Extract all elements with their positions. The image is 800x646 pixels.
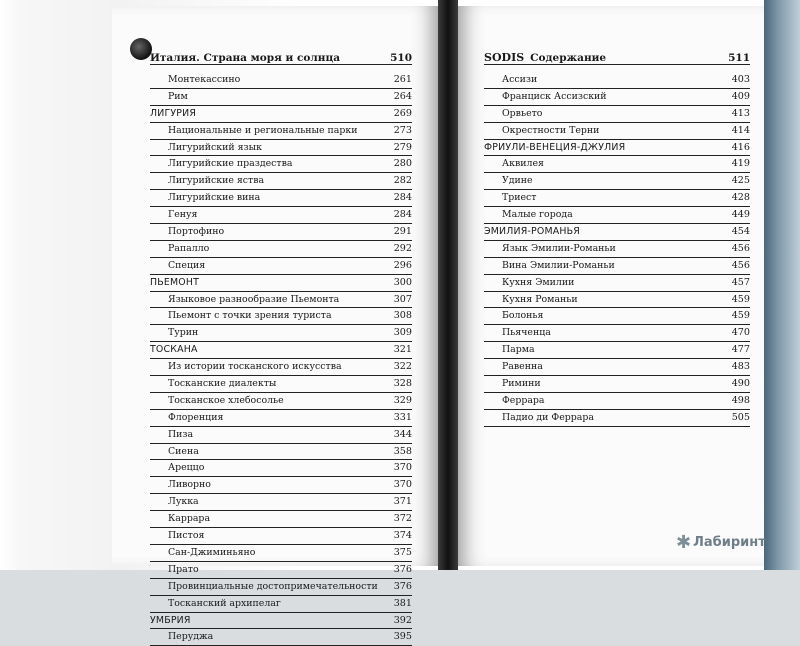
toc-entry-page: 456	[731, 259, 750, 271]
toc-entry-row	[150, 393, 412, 410]
toc-entry-page: 456	[731, 242, 750, 254]
toc-entry-label: Триест	[502, 192, 537, 204]
toc-entry-page: 279	[393, 141, 412, 153]
toc-entry-label: ТОСКАНА	[150, 344, 198, 356]
toc-section-row	[150, 106, 412, 123]
toc-entry-page: 490	[731, 378, 750, 390]
toc-entry-row	[484, 190, 750, 207]
toc-entry-page: 419	[731, 158, 750, 170]
toc-entry-row	[484, 292, 750, 309]
toc-entry-page: 280	[393, 158, 412, 170]
toc-entry-page: 425	[731, 175, 750, 187]
toc-entry-page: 375	[393, 546, 412, 558]
toc-entry-label: Сиена	[168, 445, 199, 457]
toc-entry-row	[150, 258, 412, 275]
toc-entry-row	[150, 308, 412, 325]
toc-entry-page: 261	[393, 74, 412, 85]
publisher-logo: SODIS	[484, 51, 525, 64]
toc-entry-page: 449	[731, 209, 750, 221]
toc-entry-label: Франциск Ассизский	[502, 90, 607, 102]
book-spine-gutter	[438, 0, 458, 570]
toc-entry-label: Лигурийские вина	[168, 192, 261, 204]
toc-entry-page: 329	[393, 394, 412, 406]
toc-entry-label: Ливорно	[168, 479, 211, 491]
toc-entry-page: 328	[393, 378, 412, 390]
toc-entry-row	[150, 528, 412, 545]
toc-entry-page: 428	[731, 192, 750, 204]
toc-entry-label: Равенна	[502, 361, 543, 373]
toc-entry-row	[484, 156, 750, 173]
toc-entry-row	[484, 89, 750, 106]
toc-entry-page: 403	[731, 74, 750, 85]
watermark	[676, 532, 766, 553]
toc-entry-label: Турин	[168, 327, 199, 339]
toc-entry-row	[484, 106, 750, 123]
right-running-title: Содержание	[530, 52, 607, 64]
toc-entry-label: ФРИУЛИ-ВЕНЕЦИЯ-ДЖУЛИЯ	[484, 141, 626, 153]
toc-entry-label: Рим	[168, 90, 188, 102]
toc-section-row	[484, 224, 750, 241]
toc-entry-row	[484, 359, 750, 376]
toc-entry-label: Падио ди Феррара	[502, 411, 594, 423]
left-page-number: 510	[390, 52, 412, 64]
toc-entry-row	[150, 545, 412, 562]
toc-entry-label: Сан-Джиминьяно	[168, 546, 256, 558]
toc-entry-page: 372	[393, 513, 412, 525]
toc-entry-label: Из истории тосканского искусства	[168, 361, 342, 373]
toc-entry-page: 344	[393, 428, 412, 440]
toc-entry-page: 376	[393, 580, 412, 592]
toc-entry-page: 498	[731, 394, 750, 406]
left-running-title: Италия. Страна моря и солнца	[150, 52, 341, 64]
toc-entry-label: Провинциальные достопримечательности	[168, 580, 378, 592]
toc-entry-page: 296	[393, 259, 412, 271]
toc-entry-page: 309	[393, 327, 412, 339]
toc-entry-label: Перуджа	[168, 631, 214, 643]
toc-entry-page: 273	[393, 124, 412, 136]
toc-entry-label: Рапалло	[168, 242, 210, 254]
toc-entry-label: Ареццо	[168, 462, 205, 474]
toc-entry-row	[150, 89, 412, 106]
toc-entry-label: Малые города	[502, 209, 573, 221]
toc-entry-label: Удине	[502, 175, 533, 187]
toc-entry-label: Пьяченца	[502, 327, 551, 339]
toc-entry-row	[150, 579, 412, 596]
toc-entry-row	[150, 596, 412, 613]
toc-entry-page: 477	[731, 344, 750, 356]
toc-entry-row	[150, 629, 412, 646]
toc-section-row	[150, 342, 412, 359]
toc-entry-page: 413	[731, 107, 750, 119]
toc-entry-page: 459	[731, 293, 750, 305]
toc-entry-page: 409	[731, 90, 750, 102]
toc-entry-row	[150, 410, 412, 427]
toc-entry-row	[150, 173, 412, 190]
toc-entry-page: 454	[731, 226, 750, 238]
toc-entry-label: Аквилея	[502, 158, 544, 170]
toc-entry-page: 457	[731, 276, 750, 288]
right-page-number: 511	[728, 52, 750, 64]
scanner-edge	[764, 0, 800, 570]
toc-entry-row	[150, 359, 412, 376]
toc-entry-page: 392	[393, 614, 412, 626]
toc-entry-row	[150, 562, 412, 579]
toc-entry-label: Лигурийские праздества	[168, 158, 293, 170]
toc-entry-page: 459	[731, 310, 750, 322]
toc-entry-page: 381	[393, 597, 412, 609]
toc-entry-label: Пьемонт с точки зрения туриста	[168, 310, 332, 322]
toc-entry-page: 416	[731, 141, 750, 153]
toc-entry-row	[150, 292, 412, 309]
toc-entry-label: Окрестности Терни	[502, 124, 600, 136]
toc-entry-label: Кухня Романьи	[502, 293, 578, 305]
left-page-header	[150, 44, 412, 65]
toc-entry-label: Национальные и региональные парки	[168, 124, 358, 136]
toc-entry-page: 358	[393, 445, 412, 457]
toc-entry-page: 300	[393, 276, 412, 288]
toc-entry-label: Парма	[502, 344, 535, 356]
toc-entry-page: 376	[393, 563, 412, 575]
book-logo-icon	[130, 38, 152, 60]
toc-entry-row	[484, 72, 750, 89]
toc-entry-page: 374	[393, 530, 412, 542]
toc-entry-label: Языковое разнообразие Пьемонта	[168, 293, 340, 305]
toc-entry-label: Тосканское хлебосолье	[168, 394, 284, 406]
toc-entry-page: 331	[393, 411, 412, 423]
toc-entry-page: 322	[393, 361, 412, 373]
toc-entry-page: 308	[393, 310, 412, 322]
toc-entry-row	[484, 207, 750, 224]
toc-entry-row	[150, 190, 412, 207]
toc-entry-page: 483	[731, 361, 750, 373]
toc-section-row	[150, 275, 412, 292]
toc-entry-label: Монтекассино	[168, 74, 241, 85]
toc-entry-row	[150, 207, 412, 224]
toc-entry-row	[150, 241, 412, 258]
toc-entry-row	[484, 173, 750, 190]
toc-entry-label: Орвьето	[502, 107, 543, 119]
toc-entry-row	[150, 72, 412, 89]
toc-entry-label: Генуя	[168, 209, 198, 221]
toc-entry-page: 284	[393, 209, 412, 221]
right-page-header	[484, 44, 750, 65]
toc-entry-row	[150, 511, 412, 528]
toc-entry-label: Лигурийский язык	[168, 141, 262, 153]
toc-entry-page: 371	[393, 496, 412, 508]
right-toc-list	[484, 72, 750, 427]
toc-entry-row	[484, 393, 750, 410]
left-toc-list	[150, 72, 412, 646]
toc-entry-row	[150, 477, 412, 494]
toc-entry-row	[150, 224, 412, 241]
toc-entry-row	[150, 494, 412, 511]
toc-entry-label: Ассизи	[502, 74, 538, 85]
toc-entry-label: Прато	[168, 563, 199, 575]
toc-entry-label: Пистоя	[168, 530, 205, 542]
toc-entry-page: 282	[393, 175, 412, 187]
toc-entry-page: 414	[731, 124, 750, 136]
toc-entry-label: Феррара	[502, 394, 545, 406]
toc-entry-label: Флоренция	[168, 411, 224, 423]
toc-entry-page: 321	[393, 344, 412, 356]
toc-entry-row	[484, 241, 750, 258]
toc-entry-page: 370	[393, 479, 412, 491]
toc-entry-page: 395	[393, 631, 412, 643]
toc-entry-page: 264	[393, 90, 412, 102]
toc-entry-label: ЭМИЛИЯ-РОМАНЬЯ	[484, 226, 580, 238]
toc-entry-label: Римини	[502, 378, 541, 390]
toc-entry-row	[484, 123, 750, 140]
toc-entry-row	[150, 376, 412, 393]
toc-entry-page: 284	[393, 192, 412, 204]
toc-entry-row	[484, 308, 750, 325]
toc-entry-row	[484, 410, 750, 427]
toc-entry-page: 370	[393, 462, 412, 474]
toc-entry-label: Тосканский архипелаг	[168, 597, 281, 609]
toc-entry-page: 307	[393, 293, 412, 305]
toc-entry-row	[150, 156, 412, 173]
toc-entry-label: Язык Эмилии-Романьи	[502, 242, 616, 254]
toc-entry-page: 291	[393, 226, 412, 238]
toc-entry-label: УМБРИЯ	[150, 614, 191, 626]
toc-section-row	[150, 613, 412, 630]
toc-entry-row	[484, 376, 750, 393]
toc-entry-label: Вина Эмилии-Романьи	[502, 259, 615, 271]
toc-entry-label: Каррара	[168, 513, 211, 525]
toc-entry-row	[484, 325, 750, 342]
toc-entry-row	[484, 258, 750, 275]
toc-entry-label: Лигурийские яства	[168, 175, 265, 187]
toc-entry-row	[150, 444, 412, 461]
toc-entry-label: Болонья	[502, 310, 544, 322]
watermark-text: Лабиринт	[693, 535, 766, 550]
toc-entry-row	[150, 123, 412, 140]
toc-entry-row	[150, 325, 412, 342]
toc-entry-row	[150, 140, 412, 157]
toc-entry-label: Кухня Эмилии	[502, 276, 575, 288]
toc-entry-row	[150, 427, 412, 444]
toc-entry-row	[484, 342, 750, 359]
toc-entry-label: Специя	[168, 259, 206, 271]
labyrinth-star-icon: ✱	[676, 532, 692, 553]
toc-entry-label: ЛИГУРИЯ	[150, 107, 197, 119]
toc-entry-label: Тосканские диалекты	[168, 378, 277, 390]
toc-entry-page: 292	[393, 242, 412, 254]
toc-entry-page: 505	[731, 411, 750, 423]
toc-entry-page: 470	[731, 327, 750, 339]
toc-entry-label: Портофино	[168, 226, 225, 238]
toc-entry-row	[484, 275, 750, 292]
toc-entry-label: Пиза	[168, 428, 194, 440]
toc-entry-page: 269	[393, 107, 412, 119]
toc-entry-label: Лукка	[168, 496, 199, 508]
toc-section-row	[484, 140, 750, 157]
toc-entry-row	[150, 460, 412, 477]
toc-entry-label: ПЬЕМОНТ	[150, 276, 200, 288]
